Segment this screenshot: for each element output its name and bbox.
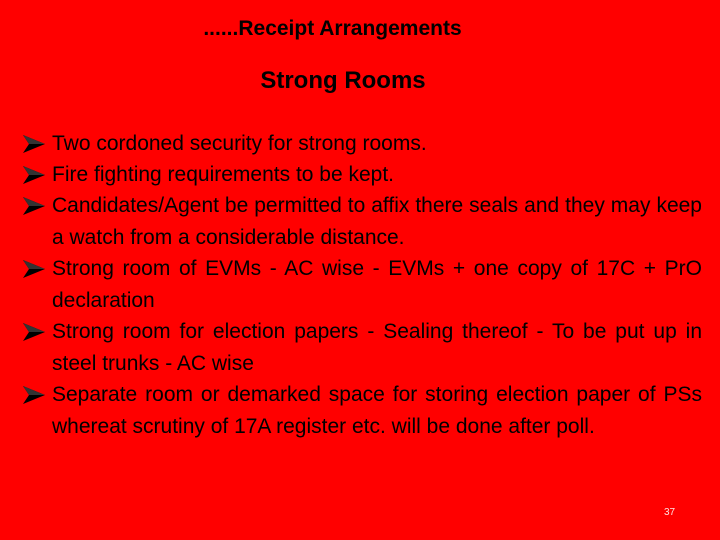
bullet-text: Candidates/Agent be permitted to affix there seals and they may keep a watch from a considerable distance. [52, 194, 702, 249]
bullet-item [22, 379, 702, 443]
bullet-text: Separate room or demarked space for storing election paper of PSs whereat scrutiny of 17A register etc. will be done after poll. [52, 383, 702, 438]
slide-subheading: Strong Rooms [260, 67, 426, 94]
arrow-bullet-icon [22, 196, 46, 216]
bullet-text: Strong room for election papers - Sealing thereof - To be put up in steel trunks - AC wise [52, 320, 702, 375]
bullet-item [22, 128, 702, 160]
arrow-bullet-icon [22, 259, 46, 279]
bullet-list [22, 128, 702, 442]
bullet-item [22, 253, 702, 317]
arrow-bullet-icon [22, 165, 46, 185]
bullet-text: Fire fighting requirements to be kept. [52, 163, 395, 186]
arrow-bullet-icon [22, 134, 46, 154]
bullet-text: Two cordoned security for strong rooms. [52, 132, 427, 155]
page-number: 37 [664, 507, 676, 518]
arrow-bullet-icon [22, 385, 46, 405]
bullet-item [22, 316, 702, 380]
bullet-item [22, 190, 702, 254]
slide-heading: ......Receipt Arrangements [203, 17, 462, 40]
bullet-text: Strong room of EVMs - AC wise - EVMs + one copy of 17C + PrO declaration [52, 257, 702, 312]
arrow-bullet-icon [22, 322, 46, 342]
bullet-item [22, 159, 702, 191]
